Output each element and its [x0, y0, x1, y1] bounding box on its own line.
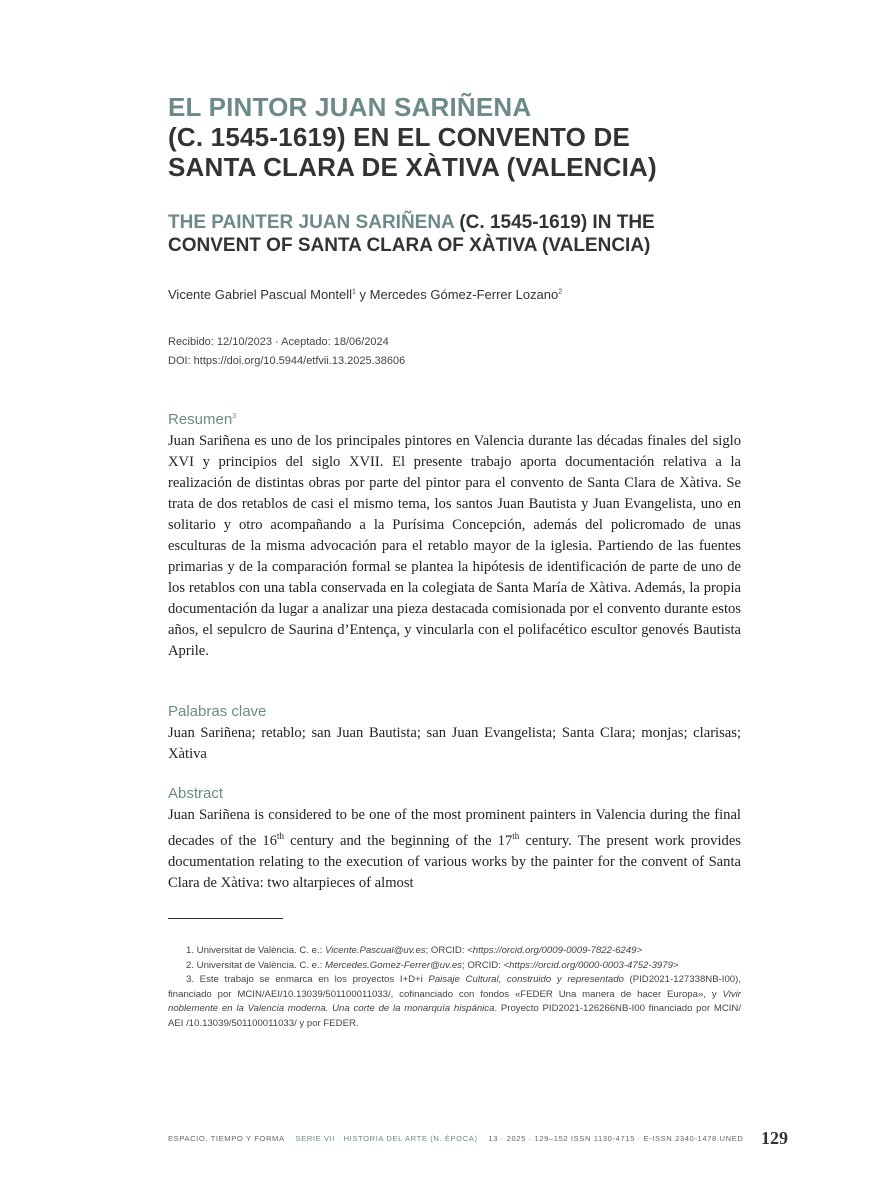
resumen-heading-label: Resumen — [168, 411, 233, 428]
footnote-1 — [168, 944, 741, 959]
abstract-ordinal-2: th — [512, 831, 520, 841]
author-connector: y — [355, 287, 370, 302]
author-2: Mercedes Gómez-Ferrer Lozano — [369, 287, 559, 302]
footnote-3-project-1: Paisaje Cultural, construido y representado — [428, 974, 624, 985]
palabras-clave-text: Juan Sariñena; retablo; san Juan Bautista; san Juan Evangelista; Santa Clara; monjas; clarisas; Xàtiva — [168, 725, 741, 762]
footer-journal: ESPACIO, TIEMPO Y FORMA — [168, 1134, 285, 1143]
footnote-2-prefix: 2. Universitat de València. C. e.: — [186, 959, 325, 971]
title-spanish-line-1: EL PINTOR JUAN SARIÑENA — [168, 92, 532, 122]
footnote-2-orcid-label: ; ORCID: — [461, 959, 504, 971]
article-meta — [168, 333, 788, 371]
author-2-footnote-ref[interactable]: 2 — [558, 288, 563, 296]
doi-link[interactable]: DOI: https://doi.org/10.5944/etfvii.13.2025.38606 — [168, 355, 406, 367]
footnote-3-part-c: (PID2021-127338NB-I00), financiado por MCIN/AEI/10.13039/501100011033/, cofinanciado con fondos «FEDER Una manera de hacer Europa», y — [168, 974, 741, 1000]
abstract-text — [168, 805, 741, 894]
footnote-2 — [168, 959, 741, 974]
footer-series: SERIE VII · HISTORIA DEL ARTE (N. ÉPOCA) — [295, 1134, 478, 1143]
title-spanish — [168, 92, 788, 182]
title-english-rest: (C. 1545-1619) IN THE — [454, 212, 655, 233]
resumen-footnote-ref[interactable]: 3 — [232, 413, 237, 420]
title-spanish-line-2: (C. 1545-1619) EN EL CONVENTO DE — [168, 122, 631, 152]
authors — [168, 287, 788, 302]
title-english — [168, 211, 788, 257]
abstract-heading: Abstract — [168, 785, 224, 802]
footnote-1-email[interactable]: Vicente.Pascual@uv.es — [325, 945, 426, 956]
footnote-2-orcid-link[interactable]: <https://orcid.org/0000-0003-4752-3979> — [503, 959, 679, 971]
author-1: Vicente Gabriel Pascual Montell — [168, 287, 353, 302]
author-1-footnote-ref[interactable]: 1 — [352, 288, 356, 296]
abstract-text-part-3: century. The present work provides documentation relating to the execution of various works by the painter for the convent of Santa Clara de Xàtiva: two altarpieces of almost — [168, 832, 741, 891]
palabras-clave-heading: Palabras clave — [168, 703, 267, 720]
footnote-1-orcid-label: ; ORCID: — [425, 945, 468, 956]
footnote-3-part-a: 3. Este trabajo se enmarca en los proyectos I+D+i — [186, 974, 429, 985]
title-spanish-line-3: SANTA CLARA DE XÀTIVA (VALENCIA) — [168, 152, 657, 182]
footer-issue: 13 · 2025 · 129–152 ISSN 1130-4715 · E-ISSN 2340-1478 UNED — [488, 1134, 744, 1143]
footnote-1-orcid-link[interactable]: <https://orcid.org/0009-0009-7822-6249> — [467, 945, 643, 956]
footnote-separator — [168, 918, 283, 919]
footnote-3-project-2: Vivir noblemente en la Valencia moderna. Una corte de la monarquía hispánica — [168, 988, 741, 1014]
page-footer — [168, 1134, 744, 1143]
resumen-text: Juan Sariñena es uno de los principales pintores en Valencia durante las décadas finales del siglo XVI y principios del siglo XVII. El presente trabajo aporta documentación relativa a la realización de distintas obras por parte del pintor para el convento de Santa Clara de Xàtiva. Se trata de dos retablos de casi el mismo tema, los santos Juan Bautista y Juan Evangelista, uno en solitario y otro acompañando a la Purísima Concepción, además del policromado de unas esculturas de la misma advocación para el retablo mayor de la iglesia. Partiendo de las fuentes primarias y de la comparación formal se plantea la hipótesis de identificación de parte de uno de los retablos con una tabla conservada en la colegiata de Santa María de Xàtiva. Además, la propia documentación da lugar a analizar una pieza destacada comisionada por el convento durante estos años, el sepulcro de Saurina d’Entença, y vincularla con el polifacético escultor genovés Bautista Aprile. — [168, 433, 741, 659]
footnote-3 — [168, 973, 741, 1031]
abstract-text-part-2: century and the beginning of the 17 — [284, 832, 513, 849]
footnote-2-email[interactable]: Mercedes.Gomez-Ferrer@uv.es — [325, 959, 462, 971]
title-english-line-2: CONVENT OF SANTA CLARA OF XÀTIVA (VALENCIA) — [168, 235, 651, 256]
received-accepted-dates: Recibido: 12/10/2023 · Aceptado: 18/06/2024 — [168, 336, 389, 348]
abstract-ordinal-1: th — [277, 831, 285, 841]
page-number: 129 — [761, 1128, 788, 1148]
footnote-3-part-e: . Proyecto PID2021-126266NB-I00 financiado por MCIN/ AEI /10.13039/501100011033/ y por FEDER. — [168, 1003, 742, 1029]
footnote-1-prefix: 1. Universitat de València. C. e.: — [186, 945, 325, 956]
footnotes — [168, 944, 741, 1031]
abstract-text-part-1: Juan Sariñena is considered to be one of the most prominent painters in Valencia during the final decades of the 16 — [168, 807, 741, 849]
title-english-accent: THE PAINTER JUAN SARIÑENA — [168, 212, 455, 233]
resumen-heading — [168, 411, 236, 428]
